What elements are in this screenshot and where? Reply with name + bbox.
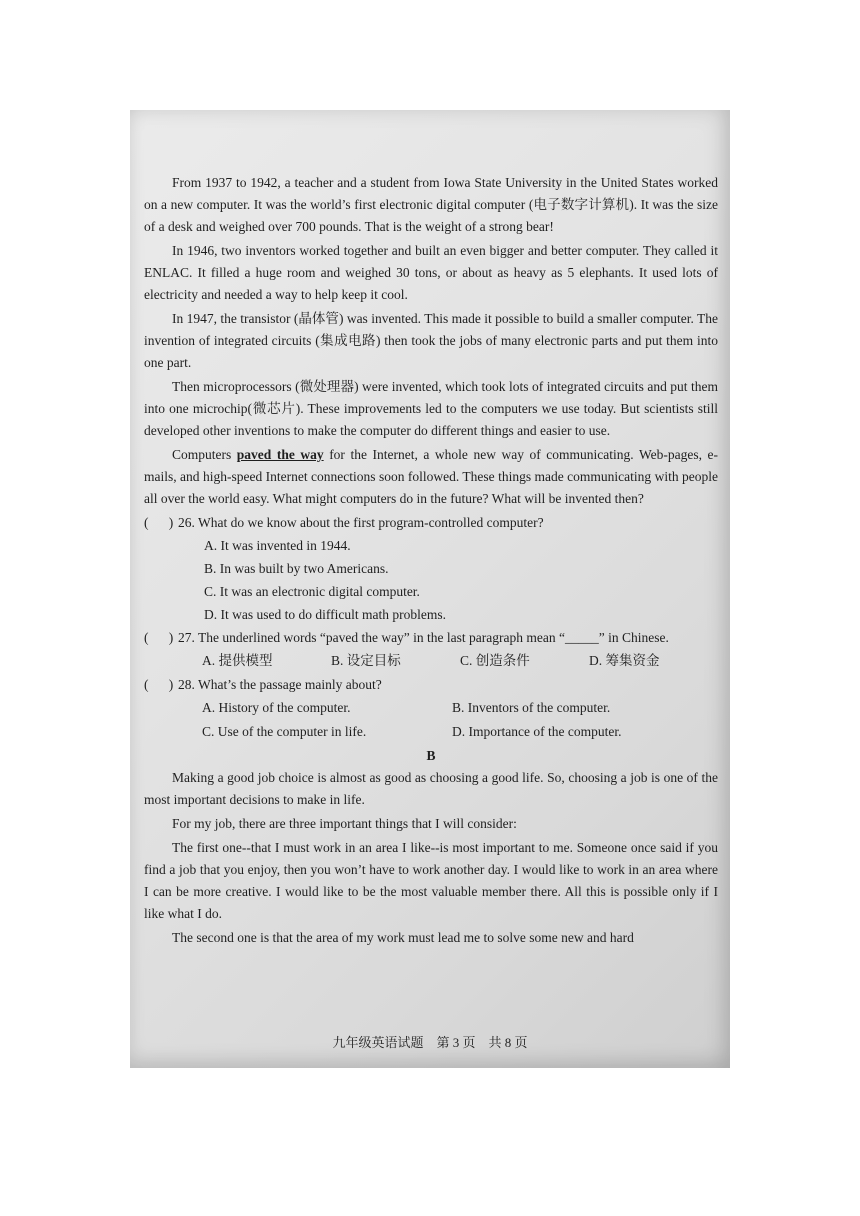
option-b: B. 设定目标 — [331, 653, 401, 668]
passage-a-paragraph-5 — [144, 444, 718, 510]
option-a: A. 提供模型 — [202, 653, 273, 668]
question-28-options-row-1 — [144, 697, 718, 721]
exam-page — [130, 110, 730, 1068]
question-text: 26. What do we know about the first program-controlled computer? — [178, 515, 544, 530]
option-a: A. History of the computer. — [202, 700, 351, 715]
underlined-phrase: paved the way — [236, 447, 324, 462]
option-c: C. Use of the computer in life. — [202, 724, 367, 739]
question-27 — [144, 627, 718, 650]
passage-b-paragraph-4: The second one is that the area of my work must lead me to solve some new and hard — [172, 930, 634, 945]
paragraph-5-start: Computers — [172, 447, 232, 462]
answer-blank[interactable]: ( ) — [144, 515, 174, 530]
page-footer: 九年级英语试题 第 3 页 共 8 页 — [332, 1035, 528, 1050]
question-27-options — [144, 650, 718, 674]
section-b-heading: B — [426, 748, 436, 763]
passage-b-paragraph-1: Making a good job choice is almost as good as choosing a good life. So, choosing a job is one of the most important decisions to make in life. — [144, 770, 718, 807]
option-d: D. 筹集资金 — [589, 653, 660, 668]
question-26 — [144, 512, 718, 535]
passage-a-paragraph-1: From 1937 to 1942, a teacher and a student from Iowa State University in the United States worked on a new computer. It was the world’s first electronic digital computer (电子数字计算机). It was the size of a desk and weighed over 700 pounds. That is the weight of a strong bear! — [144, 175, 718, 234]
option-c: C. 创造条件 — [460, 653, 530, 668]
option-d: D. It was used to do difficult math problems. — [204, 607, 446, 622]
paragraph-5-rest: for the Internet, a whole new way of communicating. Web-pages, e-mails, and high-speed Internet connections soon followed. These things made communicating with people all over the world easy. What might computers do in the future? What will be invented then? — [144, 447, 718, 506]
page-content — [144, 172, 718, 951]
option-d: D. Importance of the computer. — [452, 724, 622, 739]
passage-a-paragraph-2: In 1946, two inventors worked together and built an even bigger and better computer. They called it ENLAC. It filled a huge room and weighed 30 tons, or about as heavy as 5 elephants. It used lots of electricity and needed a way to help keep it cool. — [144, 243, 718, 302]
option-b: B. In was built by two Americans. — [204, 561, 389, 576]
question-text: 28. What’s the passage mainly about? — [178, 677, 382, 692]
option-c: C. It was an electronic digital computer. — [204, 584, 420, 599]
option-b: B. Inventors of the computer. — [452, 700, 611, 715]
passage-a-paragraph-3: In 1947, the transistor (晶体管) was invented. This made it possible to build a smaller computer. The invention of integrated circuits (集成电路) then took the jobs of many electronic parts and put them into one part. — [144, 311, 718, 370]
answer-blank[interactable]: ( ) — [144, 677, 174, 692]
passage-a-paragraph-4: Then microprocessors (微处理器) were invented, which took lots of integrated circuits and put them into one microchip(微芯片). These improvements led to the computers we use today. But scientists still developed other inventions to make the computer do different things and easier to use. — [144, 379, 718, 438]
question-28-options-row-2 — [144, 721, 718, 745]
option-a: A. It was invented in 1944. — [204, 538, 351, 553]
answer-blank[interactable]: ( ) — [144, 630, 174, 645]
passage-b-paragraph-2: For my job, there are three important things that I will consider: — [172, 816, 517, 831]
passage-b-paragraph-3: The first one--that I must work in an area I like--is most important to me. Someone once said if you find a job that you enjoy, then you won’t have to work another day. I would like to work in an area where I can be more creative. I would like to be the most valuable member there. All this is possible only if I like what I do. — [144, 840, 718, 921]
question-28 — [144, 674, 718, 697]
question-text: 27. The underlined words “paved the way” in the last paragraph mean “_____” in Chinese. — [178, 630, 669, 645]
